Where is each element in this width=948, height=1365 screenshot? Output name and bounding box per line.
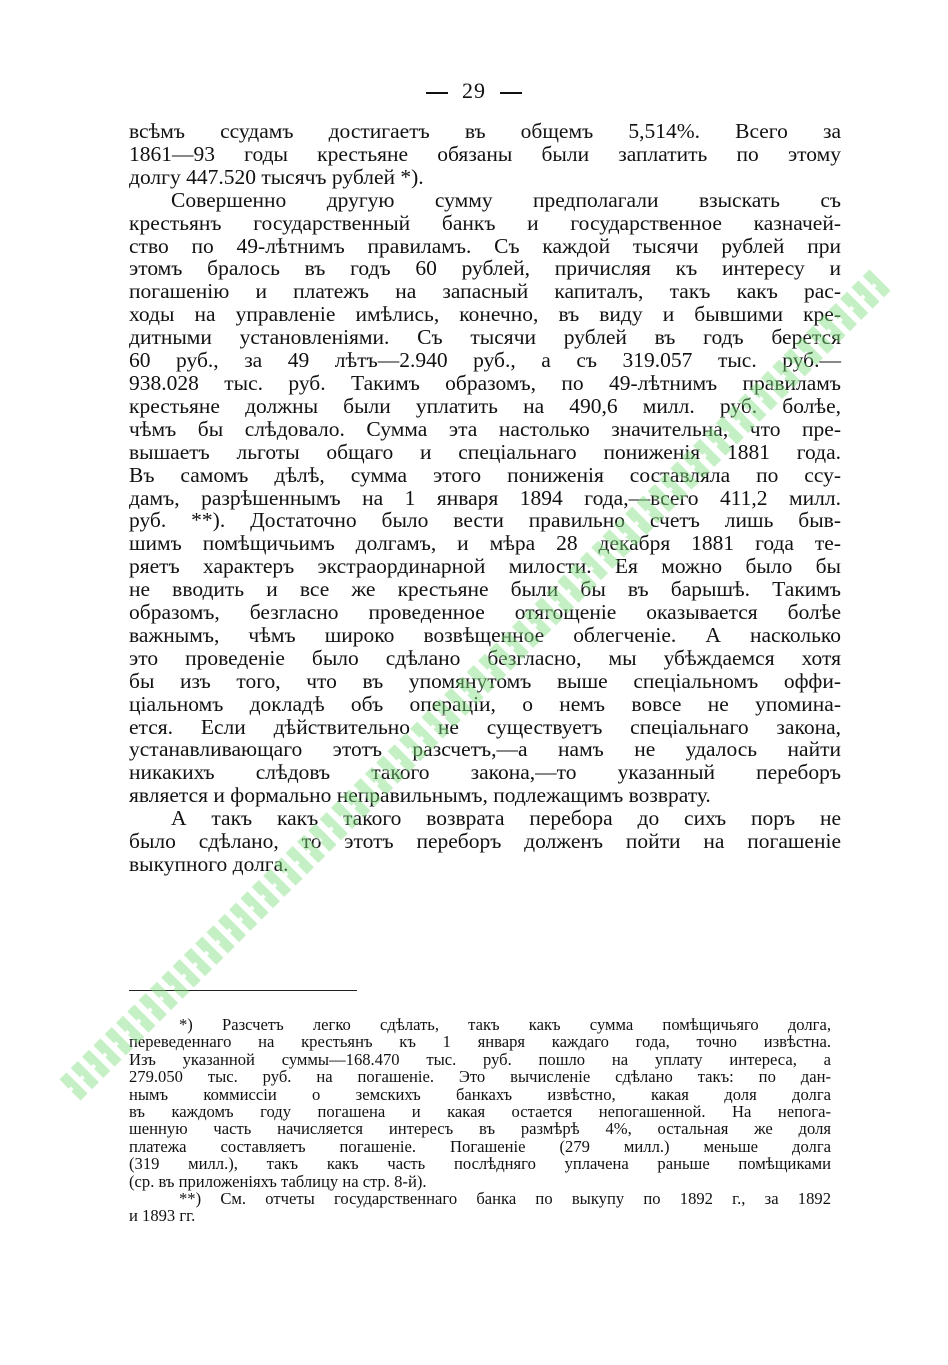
footnote-line: 279.050 тыс. руб. на погашеніе. Это вычисленіе сдѣлано такъ: по дан-	[129, 1067, 831, 1087]
text-line: Въ самомъ дѣлѣ, сумма этого пониженія составляла по ссу-	[129, 462, 841, 487]
text-line: этомъ бралось въ годъ 60 рублей, причисляя къ интересу и	[129, 256, 841, 281]
text-line: ряетъ характеръ экстраординарной милости. Ея можно было бы	[129, 554, 841, 579]
footnote-line-1-start: *) Разсчетъ легко сдѣлать, такъ какъ сумма помѣщичьяго долга,	[179, 1015, 831, 1034]
text-line: 60 руб., за 49 лѣтъ—2.940 руб., а съ 319.057 тыс. руб.—	[129, 348, 841, 373]
page-number	[0, 78, 948, 104]
text-line: устанавливающаго этотъ разсчетъ,—а намъ не удалось найти	[129, 737, 841, 762]
footnote-line: въ каждомъ году погашена и какая остается непогашенной. На непога-	[129, 1102, 831, 1122]
footnote-line: нымъ коммиссіи о земскихъ банкахъ извѣстно, какая доля долга	[129, 1084, 831, 1104]
main-text-body	[129, 120, 841, 876]
footnote-separator-rule	[129, 990, 357, 991]
text-line: выкупного долга.	[129, 852, 289, 876]
footnote-line: Изъ указанной суммы—168.470 тыс. руб. пошло на уплату интереса, а	[129, 1049, 831, 1069]
text-line: является и формально неправильнымъ, подлежащимъ возврату.	[129, 783, 711, 808]
text-line: это проведеніе было сдѣлано безгласно, мы убѣждаемся хотя	[129, 645, 841, 670]
text-line: всѣмъ ссудамъ достигаетъ въ общемъ 5,514%. Всего за	[129, 119, 841, 143]
text-line: дитными установленіями. Съ тысячи рублей въ годъ берется	[129, 325, 841, 350]
text-line: было сдѣлано, то этотъ переборъ долженъ пойти на погашеніе	[129, 829, 841, 854]
footnote-line: шенную часть начисляется интересъ въ размѣрѣ 4%, остальная же доля	[129, 1119, 831, 1139]
text-line: вышаетъ льготы общаго и спеціальнаго пониженія 1881 года.	[129, 439, 841, 464]
text-line: ство по 49-лѣтнимъ правиламъ. Съ каждой тысячи рублей при	[129, 233, 841, 258]
text-line: погашенію и платежъ на запасный капиталъ, такъ какъ рас-	[129, 279, 841, 304]
text-line-paragraph-start: А такъ какъ такого возврата перебора до сихъ поръ не	[171, 806, 841, 831]
text-line: ется. Если дѣйствительно не существуетъ спеціальнаго закона,	[129, 714, 841, 739]
text-line: ходы на управленіе имѣлись, конечно, въ виду и бывшими кре-	[129, 302, 841, 327]
page-number-dash-right	[500, 92, 522, 94]
text-line: шимъ помѣщичьимъ долгамъ, и мѣра 28 декабря 1881 года те-	[129, 531, 841, 556]
text-line-paragraph-start: Совершенно другую сумму предполагали взыскать съ	[171, 187, 841, 212]
text-line: ціальномъ докладѣ объ операціи, о немъ вовсе не упомина-	[129, 691, 841, 716]
footnote-line: и 1893 гг.	[129, 1206, 196, 1226]
text-line: руб. **). Достаточно было вести правильно счетъ лишь быв-	[129, 508, 841, 533]
footnotes	[129, 1016, 831, 1225]
text-line: 1861—93 годы крестьяне обязаны были заплатить по этому	[129, 141, 841, 166]
text-line: чѣмъ бы слѣдовало. Сумма эта настолько значительна, что пре-	[129, 416, 841, 441]
text-line: 938.028 тыс. руб. Такимъ образомъ, по 49-лѣтнимъ правиламъ	[129, 370, 841, 395]
footnote-line: платежа составляетъ погашеніе. Погашеніе (279 милл.) меньше долга	[129, 1136, 831, 1156]
text-line: бы изъ того, что въ упомянутомъ выше спеціальномъ оффи-	[129, 668, 841, 693]
text-line: дамъ, разрѣшеннымъ на 1 января 1894 года,—всего 411,2 милл.	[129, 485, 841, 510]
page-number-dash-left	[426, 92, 448, 94]
text-line: долгу 447.520 тысячъ рублей *).	[129, 164, 424, 189]
footnote-line: (ср. въ приложеніяхъ таблицу на стр. 8-й).	[129, 1171, 427, 1191]
text-line: никакихъ слѣдовъ такого закона,—то указанный переборъ	[129, 760, 841, 785]
text-line: не вводить и все же крестьяне были бы въ барышѣ. Такимъ	[129, 577, 841, 602]
text-line: крестьяне должны были уплатить на 490,6 милл. руб. болѣе,	[129, 393, 841, 418]
text-line: образомъ, безгласно проведенное отягощеніе оказывается болѣе	[129, 600, 841, 625]
footnote-line: (319 милл.), такъ какъ часть послѣдняго уплачена раньше помѣщиками	[129, 1154, 831, 1174]
footnote-line-2-start: **) См. отчеты государственнаго банка по выкупу по 1892 г., за 1892	[179, 1189, 831, 1209]
footnote-line: переведеннаго на крестьянъ къ 1 января каждаго года, точно извѣстна.	[129, 1032, 831, 1052]
page-number-value: 29	[462, 78, 486, 103]
text-line: важнымъ, чѣмъ широко возвѣщенное облегченіе. А насколько	[129, 622, 841, 647]
text-line: крестьянъ государственный банкъ и государственное казначей-	[129, 210, 841, 235]
